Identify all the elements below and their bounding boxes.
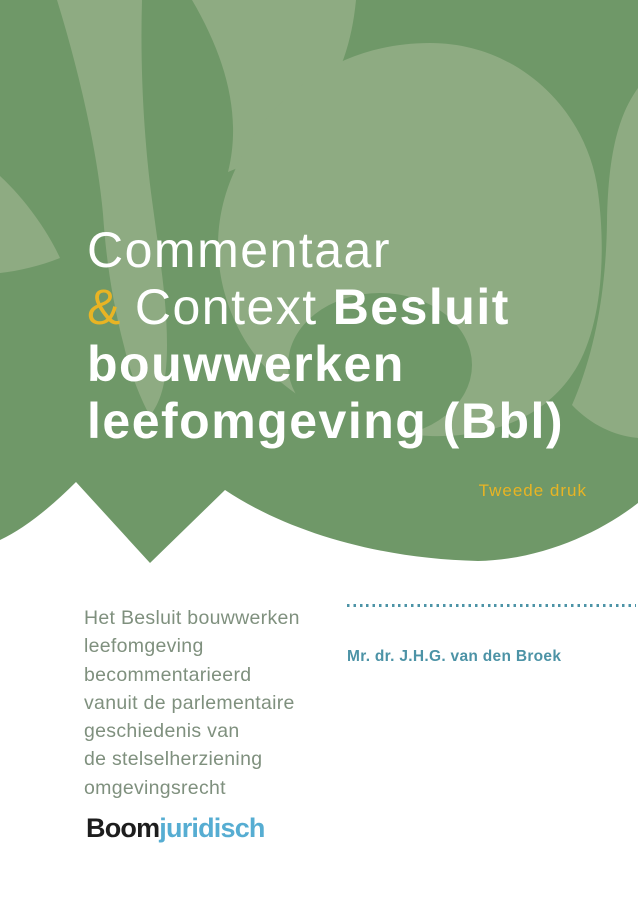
title-line-1 [87, 222, 564, 279]
subtitle-line: becommentarieerd [84, 663, 252, 686]
publisher-logo-juridisch: juridisch [159, 813, 265, 843]
subtitle-text [84, 604, 300, 802]
title-line-4: leefomgeving (Bbl) [87, 393, 565, 449]
publisher-logo [86, 813, 265, 844]
dotted-divider [347, 604, 636, 607]
publisher-logo-boom: Boom [86, 813, 160, 843]
subtitle-line: Het Besluit bouwwerken [84, 607, 300, 629]
title-commentaar: Commentaar [87, 222, 391, 278]
title-line-3: bouwwerken [87, 336, 405, 392]
subtitle-line: leefomgeving [84, 635, 204, 658]
title-line-2 [87, 279, 564, 336]
edition-label: Tweede druk [478, 481, 587, 500]
subtitle-line: geschiedenis van [84, 720, 240, 743]
subtitle-line: de stelselherziening [84, 748, 263, 771]
cover-title [87, 222, 564, 450]
title-context: Context [134, 279, 318, 335]
subtitle-line: vanuit de parlementaire [84, 691, 295, 714]
title-besluit: Besluit [332, 279, 510, 335]
title-ampersand: & [87, 279, 122, 335]
subtitle-line: omgevingsrecht [84, 776, 226, 799]
author-name: Mr. dr. J.H.G. van den Broek [347, 648, 562, 665]
